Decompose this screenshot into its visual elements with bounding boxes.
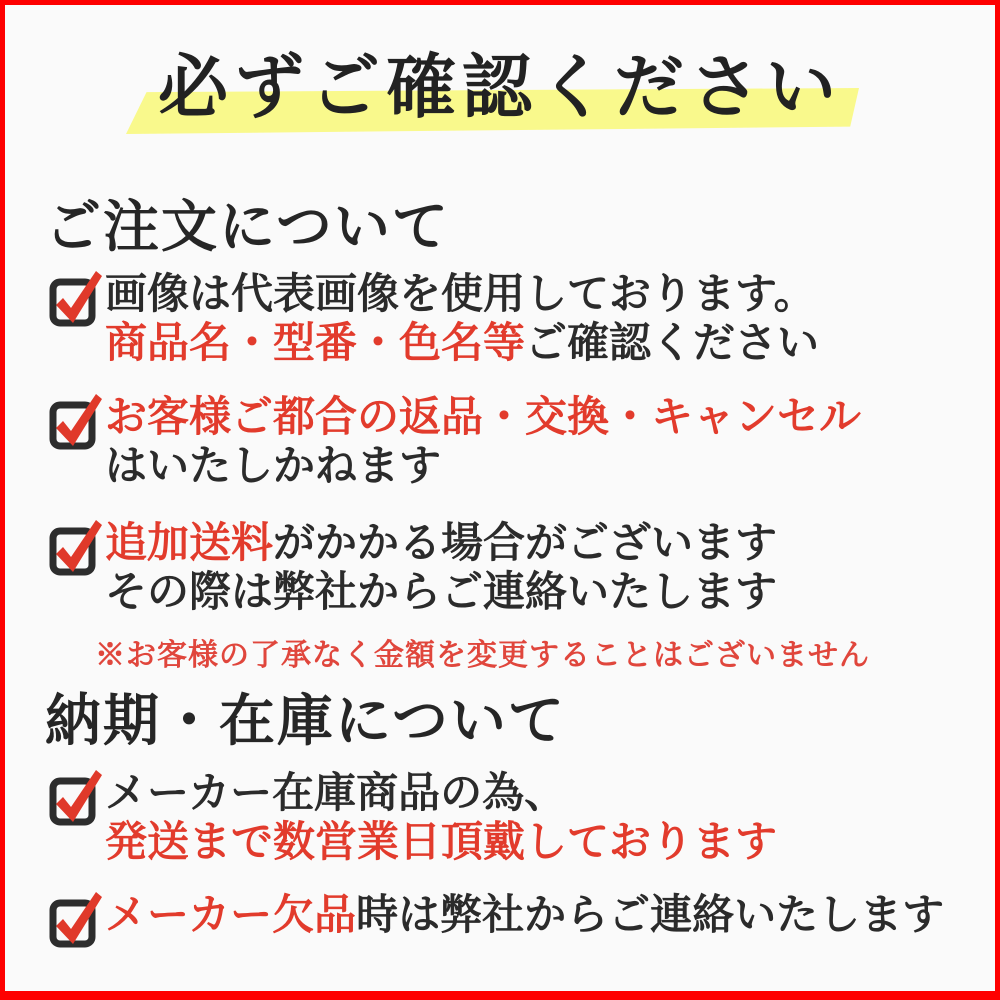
- notice-line: [105, 770, 777, 819]
- text-segment-red: お客様ご都合の返品・交換・キャンセル: [105, 395, 862, 441]
- text-segment-red: メーカー欠品: [105, 893, 357, 939]
- page-title: 必ずご確認ください: [158, 50, 842, 127]
- text-segment: その際は弊社からご連絡いたします: [105, 570, 778, 616]
- notice-line: [105, 271, 819, 320]
- notice-line: [105, 320, 819, 369]
- text-segment: がかかる場合がございます: [273, 521, 778, 567]
- notice-text: [105, 520, 777, 618]
- notice-line: [105, 569, 777, 618]
- notice-text: [105, 271, 819, 369]
- notice-text: [105, 892, 944, 941]
- checkbox-checked-icon: [47, 766, 103, 826]
- notice-line: [105, 520, 777, 569]
- text-segment-red: 発送まで数営業日頂戴しております: [105, 820, 778, 866]
- notice-item-representative-image: [47, 271, 819, 369]
- checkbox-checked-icon: [47, 888, 103, 948]
- notice-line: [105, 819, 777, 868]
- notice-text: [105, 770, 777, 868]
- section-heading-order: ご注文について: [45, 197, 450, 259]
- checkbox-checked-icon: [47, 516, 103, 576]
- notice-text: [105, 394, 861, 492]
- text-segment: 画像は代表画像を使用しております。: [105, 272, 816, 318]
- notice-item-extra-shipping: [47, 520, 777, 618]
- price-change-footnote: ※お客様の了承なく金額を変更することはございません: [95, 639, 870, 672]
- checkbox-checked-icon: [47, 267, 103, 327]
- text-segment: メーカー在庫商品の為、: [105, 771, 567, 817]
- notice-line: [105, 892, 944, 941]
- notice-item-maker-shortage: [47, 892, 944, 948]
- notice-item-maker-stock: [47, 770, 777, 868]
- notice-line: [105, 443, 861, 492]
- checkbox-checked-icon: [47, 390, 103, 450]
- text-segment-red: 商品名・型番・色名等: [105, 321, 526, 367]
- text-segment-red: 追加送料: [105, 521, 274, 567]
- section-heading-stock: 納期・在庫について: [45, 691, 566, 753]
- notice-line: [105, 394, 861, 443]
- text-segment: はいたしかねます: [105, 444, 442, 490]
- notice-item-no-returns: [47, 394, 861, 492]
- text-segment: ご確認ください: [525, 321, 820, 367]
- text-segment: 時は弊社からご連絡いたします: [356, 893, 945, 939]
